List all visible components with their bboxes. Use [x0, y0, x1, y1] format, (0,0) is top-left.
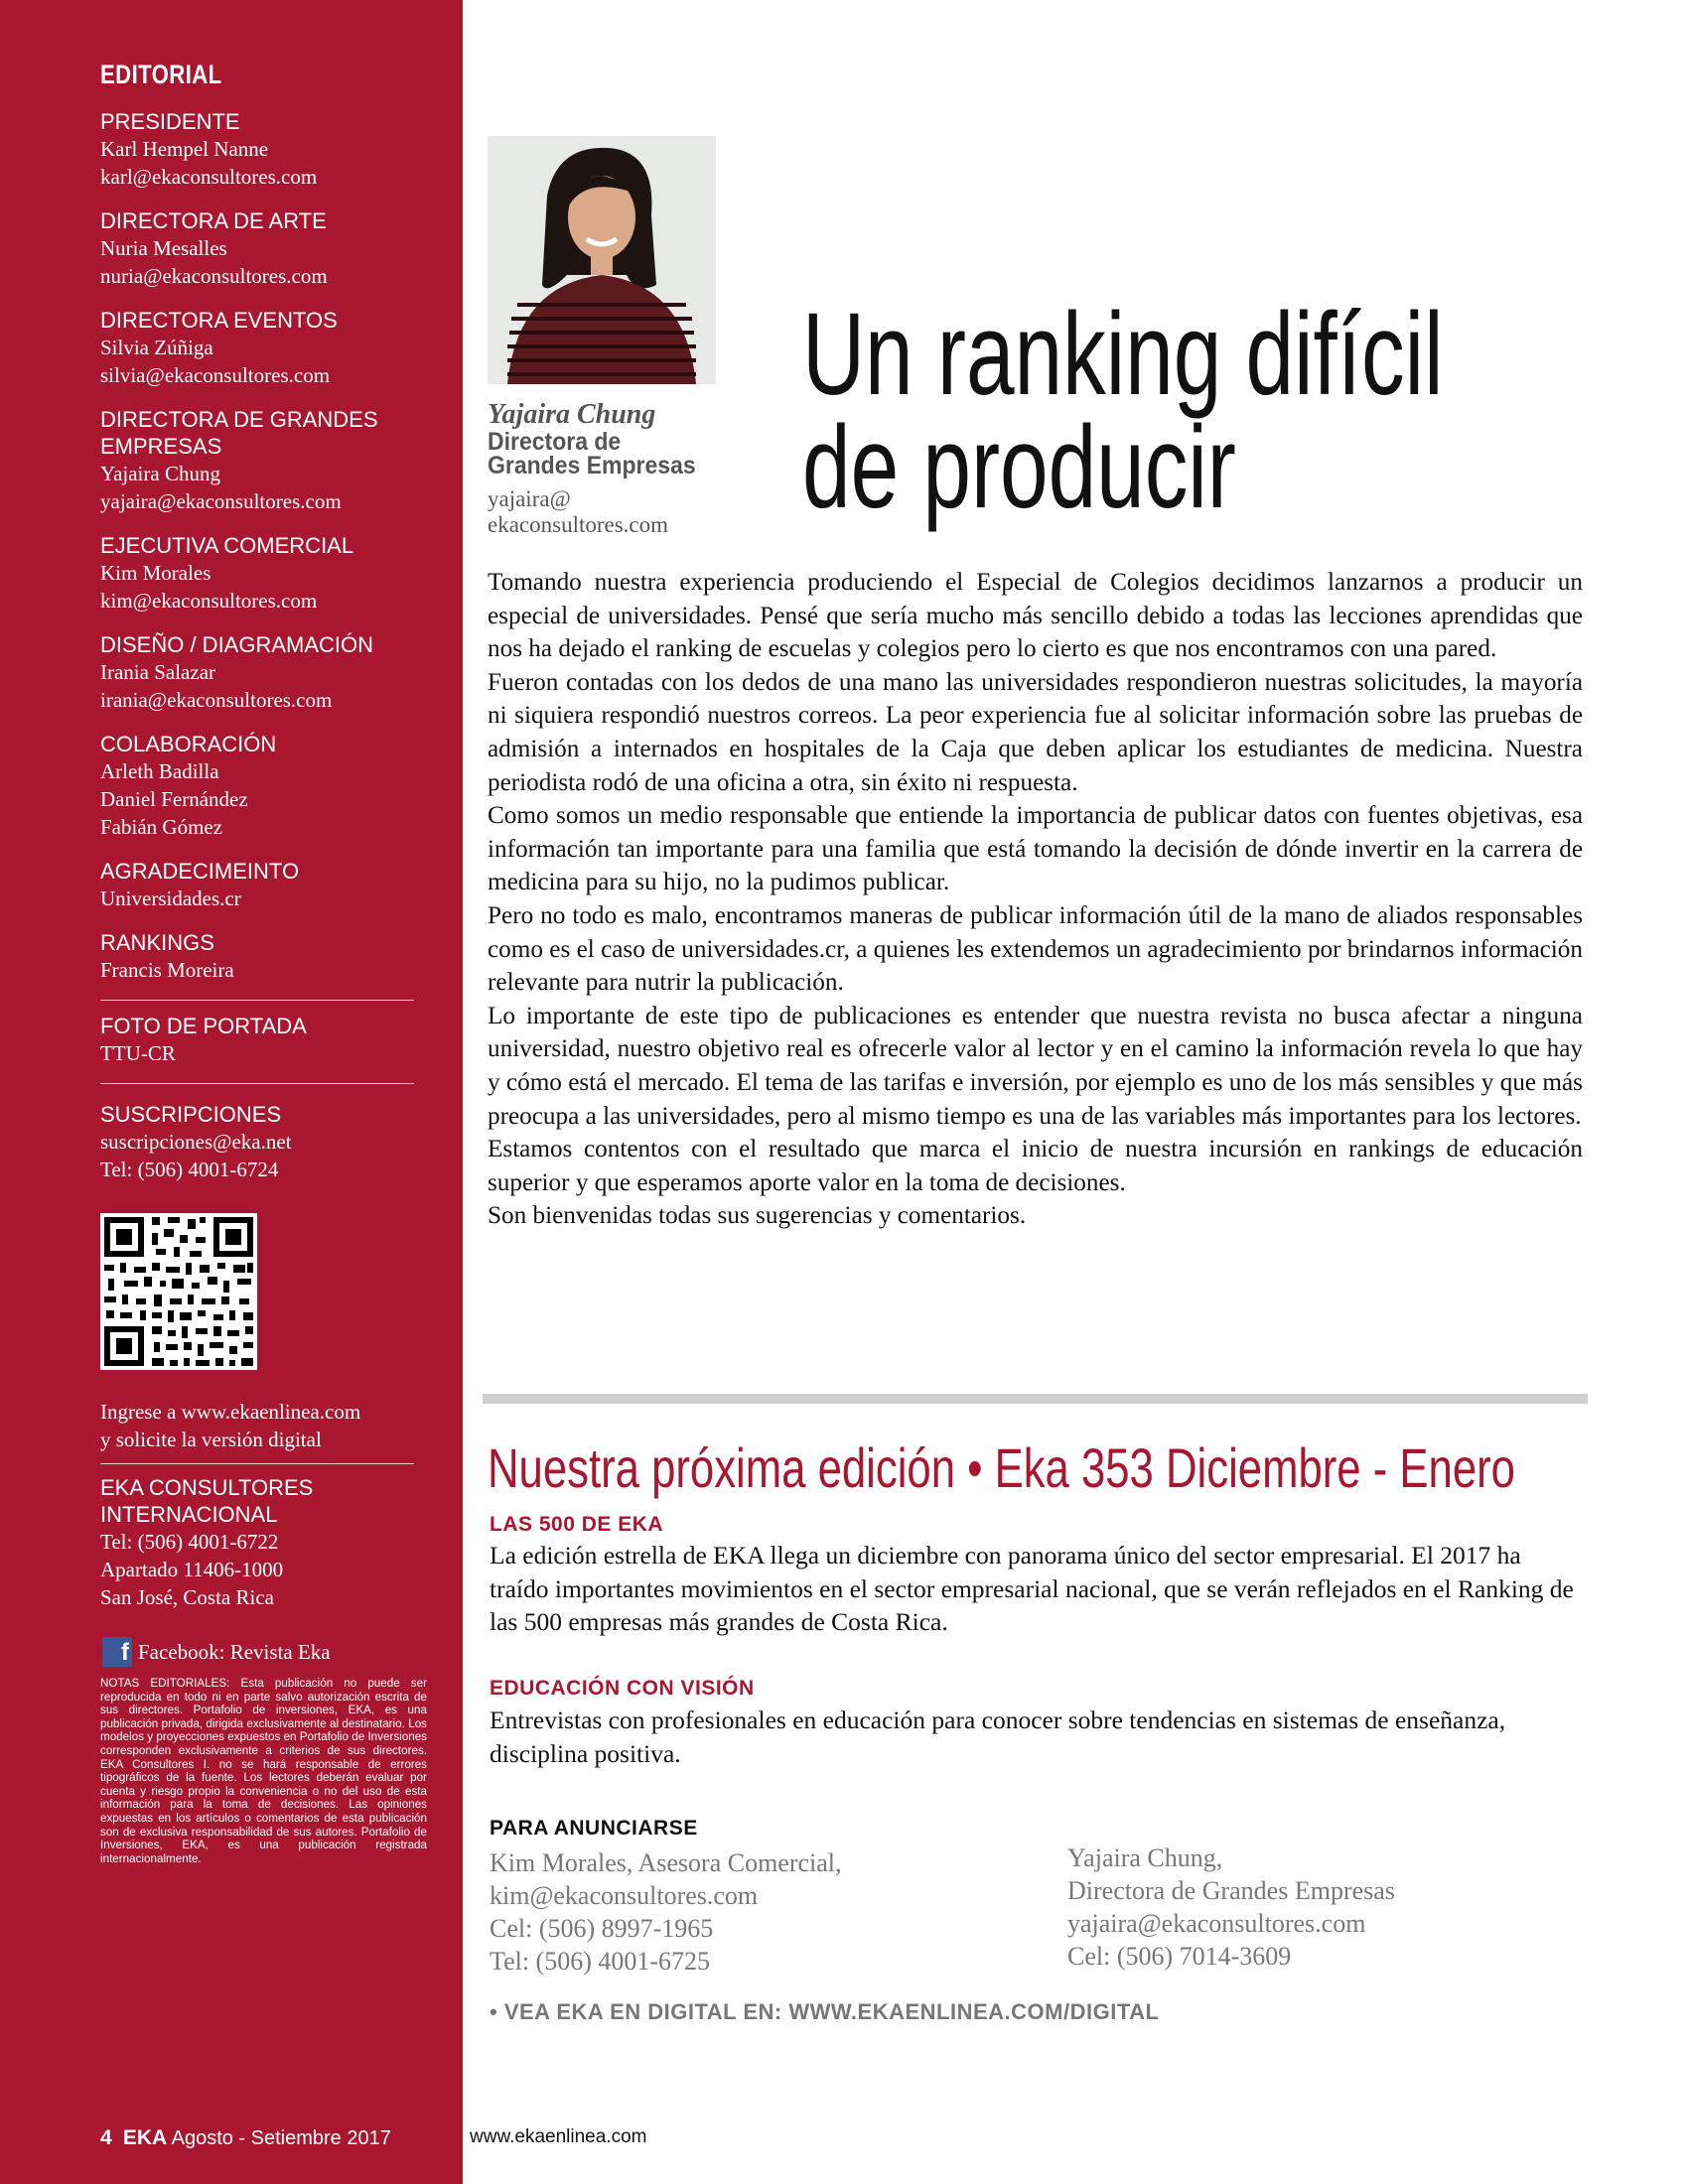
author-role-line: Directora de: [488, 428, 622, 456]
staff-block-design: [100, 631, 428, 714]
staff-role: EJECUTIVA COMERCIAL: [100, 533, 354, 558]
editorial-notes: NOTAS EDITORIALES: Esta publicación no puede ser reproducida en todo ni en parte salvo autorización escrita de sus directores. Portafolio de inversiones, EKA, es una publicación privada, dirigida exclusivamente al destinatario. Los modelos y proyecciones expuestos en Portafolio de Inversiones corresponden exclusivamente a criterios de sus directores. EKA Consultores I. no se hará responsable de errores tipográficos de la fuente. Los lectores deberán evaluar por cuenta y riesgo propio la conveniencia o no del uso de esta información para la toma de decisiones. Las opiniones expuestas en los artículos o comentarios de esta publicación son de exclusiva responsabilidad de sus autores. Portafolio de Inversiones, EKA, es una publicación registrada internacionalmente.: [100, 1676, 427, 1865]
staff-role: DIRECTORA DE GRANDES EMPRESAS: [100, 407, 378, 459]
staff-block-collaboration: [100, 731, 428, 841]
staff-name: Kim Morales: [100, 561, 211, 585]
paragraph: Estamos contentos con el resultado que marca el inicio de nuestra incursión en rankings de educación superior y que esperamos aporte valor en la toma de decisiones.: [488, 1136, 1583, 1196]
digital-line: Ingrese a www.ekaenlinea.com: [100, 1400, 361, 1424]
staff-email[interactable]: irania@ekaconsultores.com: [100, 688, 333, 712]
paragraph: Fueron contadas con los dedos de una mano las universidades respondieron nuestras solicitudes, la mayoría ni siquiera respondió nuestros correos. La peor experiencia fue al solicitar información sobre las pruebas de admisión a internados en hospitales de la Caja que deben aplicar los estudiantes de medicina. Nuestra periodista rodó de una oficina a otra, sin éxito ni respuesta.: [488, 668, 1583, 796]
staff-name: Universidades.cr: [100, 887, 241, 910]
author-role: [488, 430, 696, 478]
staff-email[interactable]: yajaira@ekaconsultores.com: [100, 489, 342, 513]
page-title: [802, 289, 1444, 533]
page-footer: [100, 2126, 391, 2150]
staff-block-enterprises: [100, 406, 428, 515]
staff-role: FOTO DE PORTADA: [100, 1014, 307, 1038]
staff-block-subscriptions: [100, 1101, 428, 1183]
bullet-icon: •: [967, 1436, 983, 1499]
headline-line: Un ranking difícil: [802, 289, 1444, 420]
editorial-sidebar: [0, 0, 463, 2184]
staff-name: Nuria Mesalles: [100, 236, 227, 260]
staff-name: Silvia Zúñiga: [100, 336, 213, 359]
staff-block-cover: [100, 1013, 428, 1067]
footer-website[interactable]: www.ekaenlinea.com: [470, 2126, 647, 2147]
facebook-label: Facebook: Revista Eka: [138, 1639, 331, 1664]
author-name: Yajaira Chung: [488, 399, 656, 430]
section-body: La edición estrella de EKA llega un diciembre con panorama único del sector empresarial. El 2017 ha traído importantes movimientos en el sector empresarial nacional, que se verán reflejados en el Ranking de las 500 empresas más grandes de Costa Rica.: [490, 1541, 1574, 1636]
page-number: 4: [100, 2126, 112, 2149]
staff-role: COLABORACIÓN: [100, 732, 277, 756]
facebook-icon: f: [102, 1637, 132, 1667]
staff-name: Karl Hempel Nanne: [100, 137, 269, 161]
company-line: Apartado 11406-1000: [100, 1558, 284, 1581]
staff-email[interactable]: karl@ekaconsultores.com: [100, 165, 318, 189]
company-block: [100, 1474, 428, 1611]
sidebar-title: EDITORIAL: [100, 60, 222, 89]
staff-block-commercial: [100, 532, 428, 614]
staff-name: Francis Moreira: [100, 958, 234, 982]
staff-role: SUSCRIPCIONES: [100, 1102, 282, 1127]
author-portrait: [488, 136, 716, 384]
paragraph: Pero no todo es malo, encontramos maneras de publicar información útil de la mano de aliados responsables como es el caso de universidades.cr, a quienes les extendemos un agradecimiento por brindarnos información relevante para nutrir la publicación.: [488, 901, 1583, 997]
staff-role: RANKINGS: [100, 930, 214, 955]
digital-version-block: [100, 1398, 428, 1453]
staff-email[interactable]: silvia@ekaconsultores.com: [100, 363, 331, 387]
sidebar-divider: [100, 1083, 414, 1084]
staff-role: PRESIDENTE: [100, 109, 240, 134]
facebook-link[interactable]: [100, 1637, 428, 1667]
next-edition-title: [488, 1435, 1515, 1500]
staff-block-president: [100, 108, 428, 191]
digital-banner[interactable]: • VEA EKA EN DIGITAL EN: WWW.EKAENLINEA.COM/DIGITAL: [490, 1999, 1160, 2024]
next-edition-issue: Eka 353 Diciembre - Enero: [994, 1436, 1515, 1499]
company-line: Tel: (506) 4001-6722: [100, 1530, 279, 1554]
contact-line: Directora de Grandes Empresas: [1067, 1876, 1395, 1905]
sidebar-content: [100, 60, 428, 1865]
contact-email[interactable]: kim@ekaconsultores.com: [490, 1881, 759, 1910]
paragraph: Son bienvenidas todas sus sugerencias y comentarios.: [488, 1202, 1027, 1230]
staff-role: DISEÑO / DIAGRAMACIÓN: [100, 632, 374, 657]
staff-phone: Tel: (506) 4001-6724: [100, 1158, 279, 1181]
staff-name: Arleth Badilla: [100, 759, 219, 783]
section-body: Entrevistas con profesionales en educación para conocer sobre tendencias en sistemas de enseñanza, disciplina positiva.: [490, 1706, 1506, 1768]
staff-block-thanks: [100, 858, 428, 912]
company-name: EKA CONSULTORES INTERNACIONAL: [100, 1475, 314, 1527]
author-role-line: Grandes Empresas: [488, 452, 696, 479]
staff-role: DIRECTORA DE ARTE: [100, 208, 327, 233]
staff-role: AGRADECIMEINTO: [100, 859, 300, 884]
staff-role: DIRECTORA EVENTOS: [100, 308, 338, 333]
staff-name: TTU-CR: [100, 1041, 176, 1065]
digital-line: y solicite la versión digital: [100, 1428, 322, 1451]
section-divider: [483, 1394, 1588, 1404]
staff-block-events: [100, 307, 428, 389]
qr-code[interactable]: [100, 1213, 257, 1370]
staff-name: Daniel Fernández: [100, 787, 248, 811]
contact-line: Cel: (506) 8997-1965: [490, 1914, 714, 1943]
brand-label: EKA: [122, 2126, 168, 2149]
qr-code-graphic: [100, 1213, 257, 1370]
author-email-line: ekaconsultores.com: [488, 512, 669, 537]
company-line: San José, Costa Rica: [100, 1585, 274, 1609]
staff-email[interactable]: suscripciones@eka.net: [100, 1130, 292, 1154]
issue-label: Agosto - Setiembre 2017: [171, 2127, 391, 2149]
contact-email[interactable]: yajaira@ekaconsultores.com: [1067, 1909, 1366, 1938]
next-edition-label: Nuestra próxima edición: [488, 1436, 955, 1499]
section-heading: EDUCACIÓN CON VISIÓN: [490, 1677, 755, 1700]
contact-line: Cel: (506) 7014-3609: [1067, 1942, 1292, 1971]
staff-email[interactable]: kim@ekaconsultores.com: [100, 589, 318, 613]
advertise-contact-left: [490, 1846, 842, 1978]
author-email[interactable]: [488, 486, 668, 538]
headline-line: de producir: [802, 402, 1236, 533]
staff-name: Fabián Gómez: [100, 815, 223, 839]
staff-block-rankings: [100, 929, 428, 984]
contact-line: Tel: (506) 4001-6725: [490, 1947, 711, 1976]
paragraph: Lo importante de este tipo de publicaciones es entender que nuestra revista no busca afectar a ninguna universidad, nuestro objetivo real es ofrecerle valor al lector y en el camino la información revela lo que hay y cómo está el mercado. El tema de las tarifas e inversión, por ejemplo es uno de los más sensibles y que más preocupa a las universidades, pero al mismo tiempo es una de las variables más importantes para los lectores.: [488, 1002, 1583, 1130]
advertise-contact-right: [1067, 1842, 1395, 1973]
advertise-heading: PARA ANUNCIARSE: [490, 1817, 698, 1840]
section-heading: LAS 500 DE EKA: [490, 1513, 664, 1536]
staff-block-art: [100, 207, 428, 290]
paragraph: Tomando nuestra experiencia produciendo el Especial de Colegios decidimos lanzarnos a producir un especial de universidades. Pensé que sería mucho más sencillo debido a todas las lecciones aprendidas que nos ha dejado el ranking de escuelas y colegios pero lo cierto es que nos encontramos con una pared.: [488, 569, 1583, 663]
contact-line: Kim Morales, Asesora Comercial,: [490, 1848, 842, 1877]
paragraph: Como somos un medio responsable que entiende la importancia de publicar datos con fuentes objetivas, esa información tan importante para una familia que está tomando la decisión de dónde invertir en la carrera de medicina para su hijo, no la pudimos publicar.: [488, 802, 1583, 896]
article-body: [488, 566, 1583, 1233]
staff-name: Yajaira Chung: [100, 462, 220, 485]
sidebar-divider: [100, 1463, 414, 1464]
staff-name: Irania Salazar: [100, 660, 216, 684]
author-email-line: yajaira@: [488, 486, 571, 511]
contact-line: Yajaira Chung,: [1067, 1843, 1223, 1872]
sidebar-divider: [100, 1000, 414, 1001]
staff-email[interactable]: nuria@ekaconsultores.com: [100, 264, 328, 288]
author-photo: [488, 136, 716, 384]
